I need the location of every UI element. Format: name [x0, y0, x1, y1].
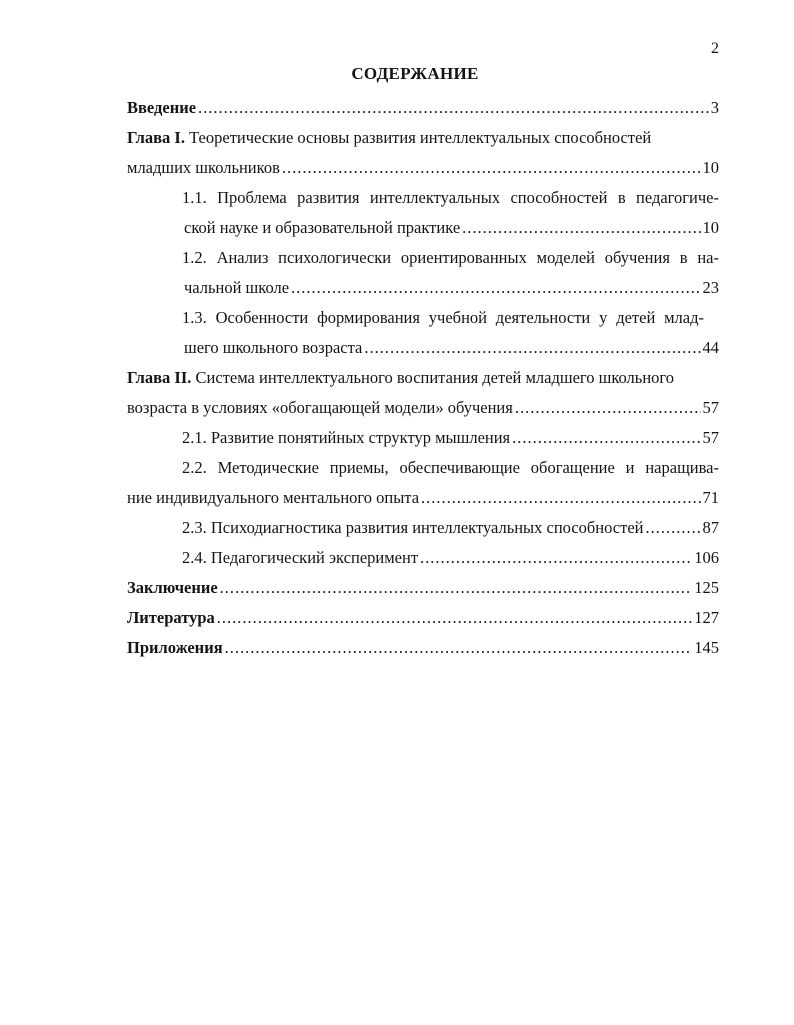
toc-page: 44: [702, 338, 719, 357]
page-title: СОДЕРЖАНИЕ: [351, 64, 479, 83]
toc-entry-conclusion: [127, 573, 719, 603]
toc-label: 2.4. Педагогический эксперимент: [182, 548, 419, 567]
toc-page: 145: [694, 638, 719, 657]
toc-label: чальной школе: [184, 278, 290, 297]
table-of-contents: [127, 93, 719, 663]
toc-entry-s1-3-line1: [127, 303, 719, 333]
toc-entry-literature: [127, 603, 719, 633]
toc-label: шего школьного возраста: [184, 338, 363, 357]
toc-label: 2.1. Развитие понятийных структур мышления: [182, 428, 511, 447]
toc-entry-s1-3-line2: [127, 333, 719, 363]
dot-leader: [512, 423, 700, 453]
toc-entry-appendices: [127, 633, 719, 663]
toc-entry-chapter1-line2: [127, 153, 719, 183]
toc-page: 3: [710, 98, 719, 117]
toc-entry-chapter2-line1: [127, 363, 719, 393]
chapter-title: Теоретические основы развития интеллектуальных способностей: [189, 128, 652, 147]
toc-label: ние индивидуального ментального опыта: [127, 488, 420, 507]
toc-page: 71: [702, 488, 719, 507]
toc-label: младших школьников: [127, 158, 280, 177]
toc-page: 57: [702, 398, 719, 417]
toc-label: Приложения: [127, 638, 223, 657]
toc-page: 57: [702, 428, 719, 447]
dot-leader: [198, 93, 709, 123]
chapter-prefix: Глава I.: [127, 128, 185, 147]
toc-entry-chapter2-line2: [127, 393, 719, 423]
toc-entry-s2-4: [127, 543, 719, 573]
dot-leader: [462, 213, 700, 243]
dot-leader: [364, 333, 700, 363]
dot-leader: [225, 633, 693, 663]
toc-entry-intro: [127, 93, 719, 123]
dot-leader: [515, 393, 701, 423]
toc-label: 2.3. Психодиагностика развития интеллектуальных способностей: [182, 518, 644, 537]
dot-leader: [217, 603, 692, 633]
toc-label: ской науке и образовательной практике: [184, 218, 461, 237]
toc-entry-s1-1-line2: [127, 213, 719, 243]
toc-page: 106: [694, 548, 719, 567]
toc-entry-s2-1: [127, 423, 719, 453]
toc-label: 1.2. Анализ психологически ориентированных моделей обучения в на-: [182, 248, 719, 267]
dot-leader: [645, 513, 700, 543]
toc-page: 10: [702, 158, 719, 177]
toc-label: 1.3. Особенности формирования учебной деятельности у детей млад-: [182, 308, 704, 327]
toc-label: возраста в условиях «обогащающей модели» обучения: [127, 398, 513, 417]
toc-entry-s2-2-line1: [127, 453, 719, 483]
toc-chapter-line: [127, 123, 651, 153]
dot-leader: [282, 153, 701, 183]
toc-page: 23: [702, 278, 719, 297]
toc-entry-s1-2-line2: [127, 273, 719, 303]
toc-entry-chapter1-line1: [127, 123, 719, 153]
toc-entry-s1-1-line1: [127, 183, 719, 213]
dot-leader: [420, 543, 692, 573]
toc-chapter-line: [127, 363, 674, 393]
toc-page: 125: [694, 578, 719, 597]
toc-entry-s1-2-line1: [127, 243, 719, 273]
dot-leader: [421, 483, 700, 513]
toc-page: 127: [694, 608, 719, 627]
toc-entry-s2-3: [127, 513, 719, 543]
dot-leader: [291, 273, 700, 303]
dot-leader: [220, 573, 693, 603]
toc-label: Введение: [127, 98, 197, 117]
toc-page: 10: [702, 218, 719, 237]
toc-label: Заключение: [127, 578, 218, 597]
chapter-prefix: Глава II.: [127, 368, 192, 387]
toc-label: Литература: [127, 608, 215, 627]
toc-entry-s2-2-line2: [127, 483, 719, 513]
toc-label: 1.1. Проблема развития интеллектуальных способностей в педагогиче-: [182, 188, 719, 207]
toc-label: 2.2. Методические приемы, обеспечивающие обогащение и наращива-: [182, 458, 719, 477]
page-number: 2: [711, 40, 719, 57]
chapter-title: Система интеллектуального воспитания детей младшего школьного: [195, 368, 675, 387]
toc-page: 87: [702, 518, 719, 537]
